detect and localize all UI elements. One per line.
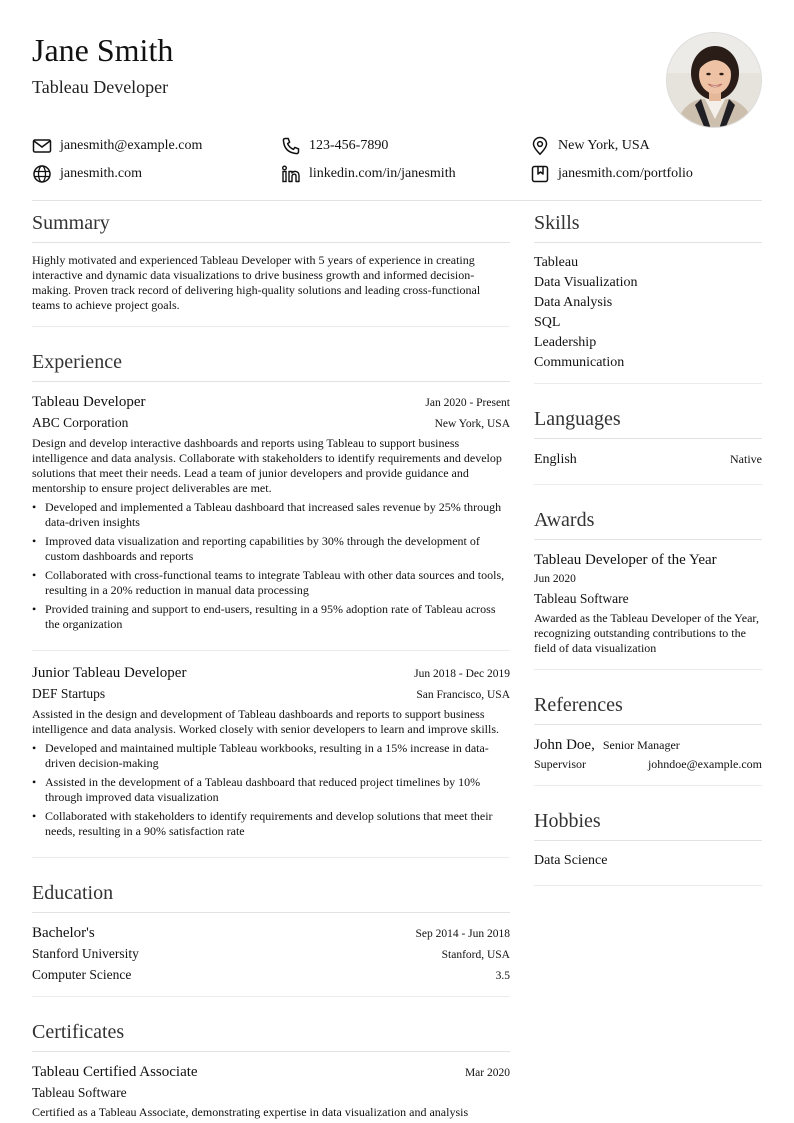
- reference-name: John Doe,: [534, 737, 595, 753]
- section-title: Summary: [32, 206, 510, 243]
- certificate-issuer: Tableau Software: [32, 1085, 127, 1100]
- education-gpa: 3.5: [495, 970, 510, 982]
- contact-email[interactable]: [32, 136, 202, 156]
- job-company: DEF Startups: [32, 686, 106, 701]
- reference-email[interactable]: johndoe@example.com: [647, 757, 762, 771]
- contact-website-text: janesmith.com: [60, 166, 143, 181]
- summary-text: Highly motivated and experienced Tableau Developer with 5 years of experience in creating interactive and dynamic data visualizations to drive business growth and informed decision-making. Proven track record of delivering high-quality solutions and leading cross-functional teams to achieve project goals.: [32, 253, 481, 312]
- job-description: Assisted in the design and development of Tableau dashboards and reports to support business intelligence and data analysis. Worked closely with senior developers to learn and improve skills.: [32, 707, 500, 736]
- language-name: English: [534, 452, 577, 467]
- references-section: [534, 688, 762, 786]
- certificate-description: Certified as a Tableau Associate, demonstrating expertise in data visualization and analysis: [32, 1105, 469, 1119]
- skill-item: Tableau: [534, 255, 579, 270]
- list-item: • Developed and maintained multiple Tableau workbooks, resulting in a 15% increase in data-driven decision-making: [32, 741, 510, 771]
- education-school: Stanford University: [32, 946, 139, 961]
- list-item: • Collaborated with stakeholders to identify requirements and develop solutions that meet their needs, resulting in a 90% satisfaction rate: [32, 809, 510, 839]
- contact-portfolio[interactable]: [530, 164, 693, 184]
- certificate-date: Mar 2020: [464, 1067, 510, 1079]
- experience-section: [32, 345, 510, 858]
- linkedin-icon: [281, 164, 301, 184]
- contact-portfolio-text: janesmith.com/portfolio: [558, 166, 693, 181]
- certificate-name: Tableau Certified Associate: [32, 1064, 198, 1080]
- reference-position: Senior Manager: [602, 738, 680, 752]
- contact-phone[interactable]: [281, 136, 388, 156]
- skill-item: Leadership: [534, 335, 597, 350]
- job-location: New York, USA: [434, 418, 510, 430]
- award-name: Tableau Developer of the Year: [534, 552, 717, 568]
- contact-location-text: New York, USA: [558, 138, 650, 153]
- certificates-section: [32, 1015, 510, 1123]
- job-achievements: [32, 500, 510, 632]
- contact-location: [530, 136, 650, 156]
- section-title: References: [534, 688, 762, 725]
- contact-linkedin[interactable]: [281, 164, 456, 184]
- avatar: [666, 32, 762, 128]
- job-dates: Jan 2020 - Present: [425, 397, 510, 409]
- skill-item: Data Analysis: [534, 295, 613, 310]
- languages-section: [534, 402, 762, 485]
- contact-phone-text: 123-456-7890: [309, 138, 389, 153]
- section-title: Languages: [534, 402, 762, 439]
- main-column: [32, 206, 510, 1123]
- language-item: [534, 449, 762, 484]
- hobbies-section: [534, 804, 762, 886]
- list-item: • Provided training and support to end-users, resulting in a 95% adoption rate of Tableau across the organization: [32, 602, 510, 632]
- candidate-role: Tableau Developer: [32, 77, 169, 97]
- contact-email-text: janesmith@example.com: [60, 138, 203, 153]
- education-dates: Sep 2014 - Jun 2018: [415, 928, 510, 940]
- reference-relation: Supervisor: [534, 757, 586, 771]
- list-item: • Assisted in the development of a Tableau dashboard that reduced project timelines by 10% through improved data visualization: [32, 775, 510, 805]
- awards-section: [534, 503, 762, 670]
- header-divider: [32, 200, 762, 201]
- section-title: Hobbies: [534, 804, 762, 841]
- section-title: Experience: [32, 345, 510, 382]
- list-item: • Collaborated with cross-functional teams to integrate Tableau with other data sources and tools, resulting in a 20% reduction in manual data processing: [32, 568, 510, 598]
- job-entry: [32, 663, 510, 857]
- job-location: San Francisco, USA: [416, 689, 510, 701]
- portfolio-icon: [530, 164, 550, 184]
- job-title: Junior Tableau Developer: [32, 665, 187, 681]
- list-item: • Developed and implemented a Tableau dashboard that increased sales revenue by 25% through data-driven insights: [32, 500, 510, 530]
- contact-website[interactable]: [32, 164, 142, 184]
- job-description: Design and develop interactive dashboards and reports using Tableau to support business intelligence and data analysis. Collaborate with stakeholders to identify requirements and develop solutions that meet their needs. Lead a team of junior developers and provide guidance and mentorship to ensure project deliverables are met.: [32, 436, 502, 495]
- job-company: ABC Corporation: [32, 415, 129, 430]
- skill-item: SQL: [534, 315, 561, 330]
- summary-section: [32, 206, 510, 327]
- skills-section: [534, 206, 762, 384]
- hobby-item: Data Science: [534, 853, 608, 868]
- education-degree: Bachelor's: [32, 925, 95, 941]
- language-level: Native: [730, 452, 762, 466]
- education-section: [32, 876, 510, 997]
- award-date: Jun 2020: [534, 573, 576, 585]
- award-description: Awarded as the Tableau Developer of the Year, recognizing outstanding contributions to the field of data visualization: [534, 611, 759, 655]
- section-title: Education: [32, 876, 510, 913]
- education-location: Stanford, USA: [441, 949, 510, 961]
- job-title: Tableau Developer: [32, 394, 146, 410]
- contact-linkedin-text: linkedin.com/in/janesmith: [309, 166, 456, 181]
- mail-icon: [32, 136, 52, 156]
- skills-list: [534, 253, 762, 383]
- award-issuer: Tableau Software: [534, 591, 629, 606]
- side-column: [534, 206, 762, 904]
- job-entry: [32, 392, 510, 651]
- candidate-name: Jane Smith: [32, 32, 174, 68]
- globe-icon: [32, 164, 52, 184]
- job-dates: Jun 2018 - Dec 2019: [414, 668, 510, 680]
- job-achievements: [32, 741, 510, 839]
- location-icon: [530, 136, 550, 156]
- phone-icon: [281, 136, 301, 156]
- section-title: Awards: [534, 503, 762, 540]
- skill-item: Data Visualization: [534, 275, 638, 290]
- section-title: Certificates: [32, 1015, 510, 1052]
- section-title: Skills: [534, 206, 762, 243]
- skill-item: Communication: [534, 355, 625, 370]
- education-field: Computer Science: [32, 967, 132, 982]
- list-item: • Improved data visualization and reporting capabilities by 30% through the development of custom dashboards and reports: [32, 534, 510, 564]
